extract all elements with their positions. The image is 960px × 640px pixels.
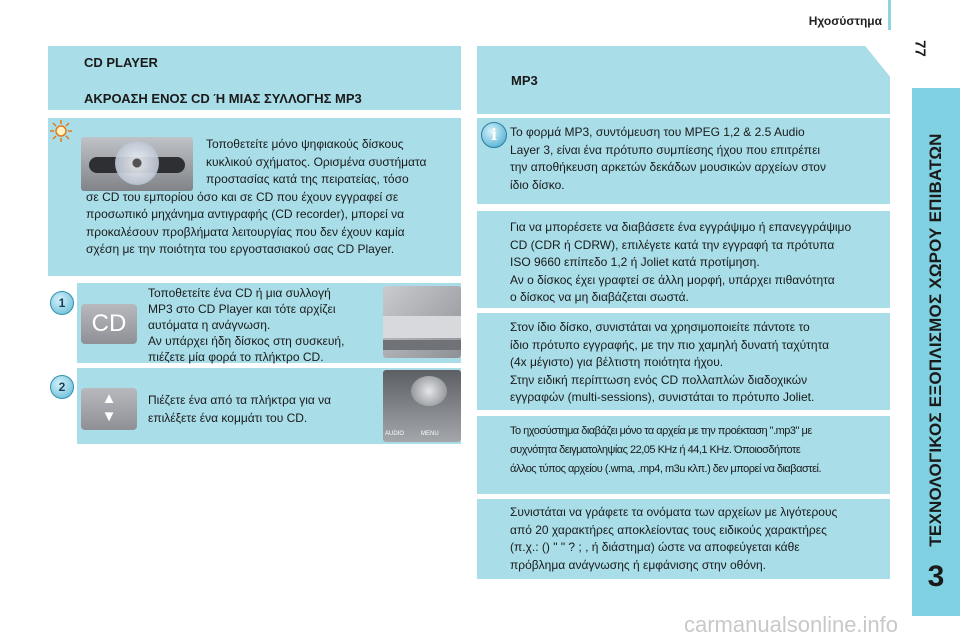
cdr-line: CD (CDR ή CDRW), επιλέγετε κατά την εγγραφή τα πρότυπα	[510, 237, 835, 252]
track-keys	[81, 388, 137, 430]
recording-line: Στην ειδική περίπτωση ενός CD πολλαπλών διαδοχικών	[510, 372, 808, 387]
step-1-line: Τοποθετείτε ένα CD ή μια συλλογή	[148, 286, 331, 300]
filename-line: Συνιστάται να γράφετε τα ονόματα των αρχείων με λιγότερους	[510, 505, 838, 519]
mp3-info-line: την αποθήκευση αρκετών δεκάδων μουσικών αρχείων στον	[510, 160, 826, 174]
step-1-text	[148, 285, 383, 365]
info-icon	[481, 122, 507, 148]
watermark: carmanualsonline.info	[684, 612, 899, 637]
cdr-line: Για να μπορέσετε να διαβάσετε ένα εγγράψιμο ή επανεγγράψιμο	[510, 220, 852, 234]
filename-line: από 20 χαρακτήρες αποκλείοντας τους ειδικούς χαρακτήρες	[510, 522, 827, 537]
step-2-badge: 2	[50, 375, 74, 399]
mp3-info-line: Layer 3, είναι ένα πρότυπο συμπίεσης ήχου που επιτρέπει	[510, 142, 821, 157]
tip-line: προκαλέσουν προβλήματα λειτουργίας που δεν έχουν καμία	[86, 224, 405, 239]
step-2-line: επιλέξετε ένα κομμάτι του CD.	[148, 411, 308, 425]
tip-text	[86, 136, 456, 259]
header-accent-line	[888, 0, 891, 30]
cdr-line: ISO 9660 επίπεδο 1,2 ή Joliet κατά προτίμηση.	[510, 255, 760, 269]
chapter-vertical-title: ΤΕΧΝΟΛΟΓΙΚΟΣ ΕΞΟΠΛΙΣΜΟΣ ΧΩΡΟΥ ΕΠΙΒΑΤΩΝ	[926, 133, 945, 547]
page-number: 77	[911, 40, 929, 57]
sun-icon	[48, 118, 74, 144]
cdr-text	[510, 219, 885, 307]
file-format-text	[510, 422, 888, 479]
cdr-line: Αν ο δίσκος έχει γραφτεί σε άλλη μορφή, υπάρχει πιθανότητα	[510, 272, 835, 287]
info-icon-glyph: i	[490, 125, 498, 144]
file-format-line: συχνότητα δειγματοληψίας 22,05 KHz ή 44,1 KHz. Όποιοσδήποτε	[510, 444, 801, 456]
menu-label: MENU	[421, 431, 439, 437]
track-up-icon: ▲	[101, 390, 117, 407]
audio-label: AUDIO	[385, 431, 405, 437]
filename-text	[510, 504, 885, 574]
photo-strip	[383, 316, 461, 338]
cd-player-panel-photo	[383, 286, 461, 358]
mp3-info-line: ίδιο δίσκο.	[510, 177, 565, 192]
step-1-line: MP3 στο CD Player και τότε αρχίζει	[148, 302, 336, 316]
step-2-text	[148, 391, 383, 427]
recording-line: (4x μέγιστο) για βέλτιστη ποιότητα ήχου.	[510, 355, 724, 369]
step-1-line: αυτόματα η ανάγνωση.	[148, 318, 271, 332]
file-format-line: άλλος τύπος αρχείου (.wma, .mp4, m3u κλπ.) δεν μπορεί να διαβαστεί.	[510, 463, 822, 475]
step-1-line: πιέζετε μία φορά το πλήκτρο CD.	[148, 350, 324, 364]
tip-line: σχέση με την ποιότητα του εργοστασιακού σας CD Player.	[86, 242, 395, 256]
tip-line: κυκλικού σχήματος. Ορισμένα συστήματα	[206, 154, 427, 169]
file-format-line: Το ηχοσύστημα διαβάζει μόνο τα αρχεία με την προέκταση ".mp3" με	[510, 425, 812, 437]
cdr-line: ο δίσκος να μη διαβάζεται σωστά.	[510, 290, 689, 304]
cd-button-label: CD	[91, 310, 127, 337]
step-1-line: Αν υπάρχει ήδη δίσκος στη συσκευή,	[148, 334, 345, 348]
recording-line: Στον ίδιο δίσκο, συνιστάται να χρησιμοποιείτε πάντοτε το	[510, 320, 810, 334]
mp3-info-text	[510, 124, 885, 194]
cd-player-subtitle: ΑΚΡΟΑΣΗ ΕΝΟΣ CD Ή ΜΙΑΣ ΣΥΛΛΟΓΗΣ MP3	[84, 91, 362, 106]
tip-line: σε CD του εμπορίου όσο και σε CD που έχουν εγγραφεί σε	[86, 189, 399, 204]
control-panel-photo	[383, 370, 461, 442]
cd-player-title: CD PLAYER	[84, 55, 158, 70]
cd-button	[81, 304, 137, 344]
track-down-icon: ▼	[101, 408, 117, 425]
filename-line: πρόβλημα ανάγνωσης ή εμφάνισης στην οθόνη.	[510, 557, 767, 572]
step-1-badge: 1	[50, 291, 74, 315]
tip-line: προστασίας κατά της πειρατείας, τόσο	[206, 172, 409, 186]
recording-text	[510, 319, 885, 407]
mp3-info-line: Το φορμά MP3, συντόμευση του MPEG 1,2 & 2.5 Audio	[510, 125, 805, 139]
mp3-title: MP3	[511, 73, 538, 88]
tip-line: Τοποθετείτε μόνο ψηφιακούς δίσκους	[206, 137, 404, 151]
section-title: Ηχοσύστημα	[808, 14, 882, 28]
tip-line: προσωπικό μηχάνημα αντιγραφής (CD recorder), μπορεί να	[86, 207, 405, 221]
filename-line: (π.χ.: () " " ? ; , ή διάστημα) ώστε να αποφεύγεται κάθε	[510, 540, 800, 554]
chapter-number: 3	[927, 560, 945, 593]
photo-strip-dark	[383, 340, 461, 350]
step-2-line: Πιέζετε ένα από τα πλήκτρα για να	[148, 393, 332, 407]
recording-line: ίδιο πρότυπο εγγραφής, με την πιο χαμηλή δυνατή ταχύτητα	[510, 337, 830, 352]
recording-line: εγγραφών (multi-sessions), συνιστάται το πρότυπο Joliet.	[510, 390, 815, 404]
mp3-title-panel	[477, 46, 890, 114]
dial-icon	[411, 376, 447, 406]
